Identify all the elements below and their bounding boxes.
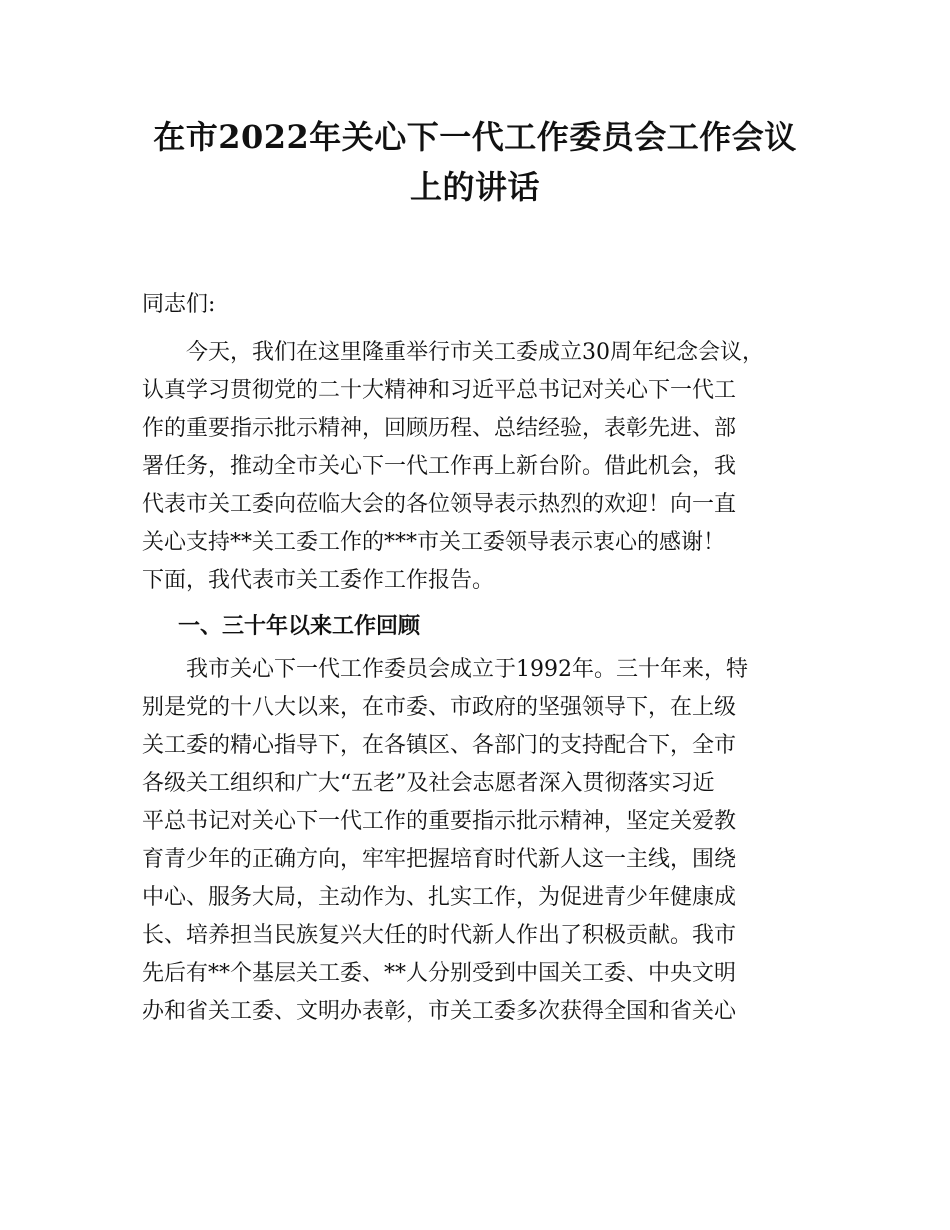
paragraph-line: 别是党的十八大以来，在市委、市政府的坚强领导下，在上级 [142,695,737,720]
document-body [142,286,812,1038]
paragraph-line: 今天，我们在这里隆重举行市关工委成立30周年纪念会议， [186,340,764,365]
document-title [100,112,850,212]
paragraph-line: 办和省关工委、文明办表彰，市关工委多次获得全国和省关心 [142,999,737,1024]
paragraph-line: 我市关心下一代工作委员会成立于1992年。三十年来，特 [186,657,748,682]
paragraph-line: 长、培养担当民族复兴大任的时代新人作出了积极贡献。我市 [142,923,737,948]
title-line-1: 在市2022年关心下一代工作委员会工作会议 [153,118,797,156]
title-line-2: 上的讲话 [409,168,540,206]
section-heading-1: 一、三十年以来工作回顾 [178,613,421,639]
paragraph-review [142,651,812,1031]
paragraph-line: 认真学习贯彻党的二十大精神和习近平总书记对关心下一代工 [142,378,737,403]
paragraph-line: 下面，我代表市关工委作工作报告。 [142,568,495,593]
paragraph-line: 先后有**个基层关工委、**人分别受到中国关工委、中央文明 [142,961,737,986]
paragraph-opening [142,334,812,600]
paragraph-line: 关心支持**关工委工作的***市关工委领导表示衷心的感谢！ [142,530,726,555]
paragraph-line: 育青少年的正确方向，牢牢把握培育时代新人这一主线，围绕 [142,847,737,872]
paragraph-line: 各级关工组织和广大“五老”及社会志愿者深入贯彻落实习近 [142,771,715,796]
salutation: 同志们: [142,292,216,317]
paragraph-line: 作的重要指示批示精神，回顾历程、总结经验，表彰先进、部 [142,416,737,441]
paragraph-line: 代表市关工委向莅临大会的各位领导表示热烈的欢迎！向一直 [142,492,737,517]
paragraph-line: 关工委的精心指导下，在各镇区、各部门的支持配合下，全市 [142,733,737,758]
paragraph-line: 署任务，推动全市关心下一代工作再上新台阶。借此机会，我 [142,454,737,479]
paragraph-line: 中心、服务大局，主动作为、扎实工作，为促进青少年健康成 [142,885,737,910]
paragraph-line: 平总书记对关心下一代工作的重要指示批示精神，坚定关爱教 [142,809,737,834]
